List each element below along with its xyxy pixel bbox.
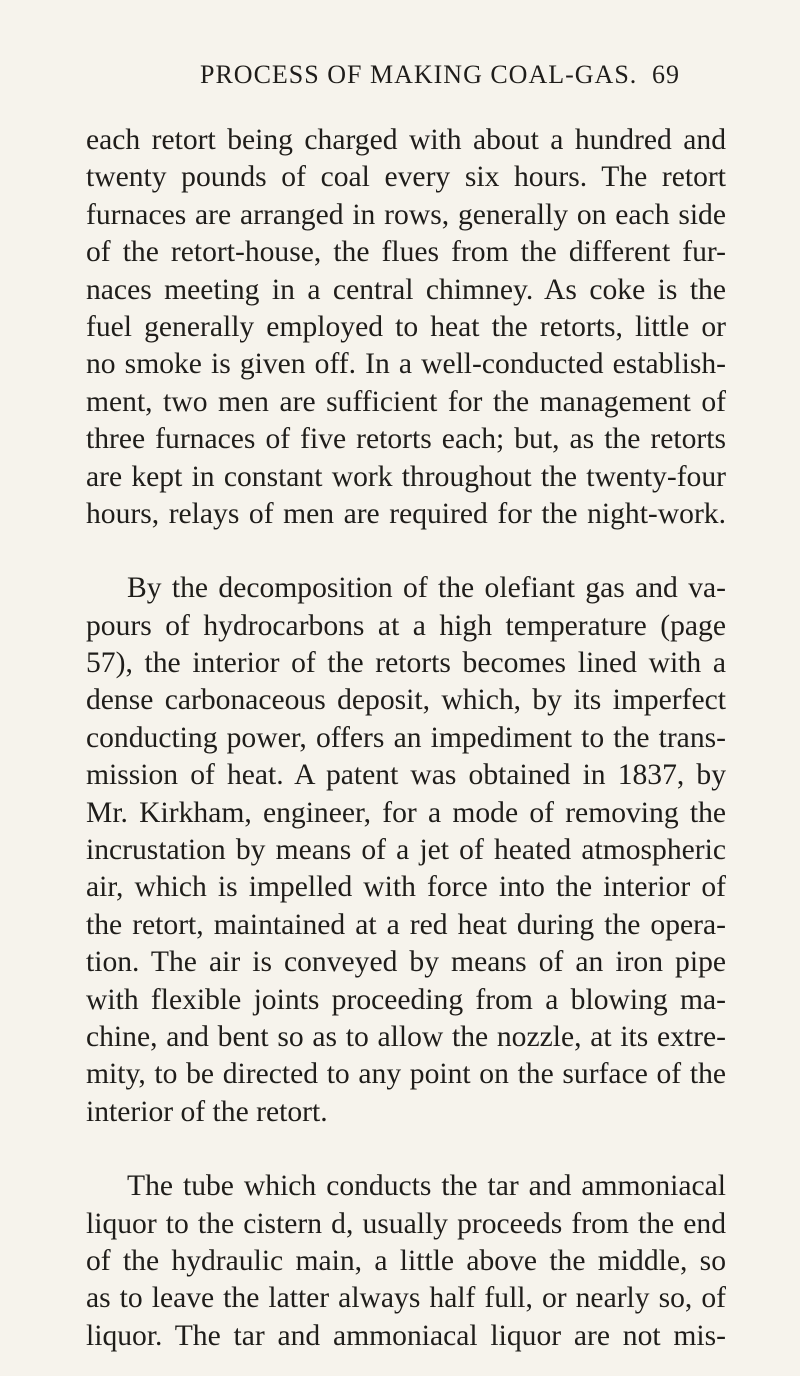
text-line: liquor. The tar and ammoniacal liquor are not mis- <box>86 1319 726 1352</box>
text-line: each retort being charged with about a hundred and <box>86 124 726 156</box>
text-line: air, which is impelled with force into the interior of <box>86 871 726 904</box>
text-line: are kept in constant work throughout the twenty-four <box>86 460 726 493</box>
text-line: twenty pounds of coal every six hours. The retort <box>86 161 726 194</box>
text-line: mission of heat. A patent was obtained in 1837, by <box>86 759 726 792</box>
paragraph-2 <box>86 570 726 1131</box>
text-line: furnaces are arranged in rows, generally on each side <box>86 198 726 231</box>
text-line: By the decomposition of the olefiant gas and va- <box>127 572 726 605</box>
text-line: ment, two men are sufficient for the management of <box>86 385 726 418</box>
text-line: of the hydraulic main, a little above the middle, so <box>86 1244 726 1277</box>
text-line: The tube which conducts the tar and ammoniacal <box>127 1170 726 1203</box>
paragraph-3 <box>86 1168 726 1355</box>
text-line: 57), the interior of the retorts becomes lined with a <box>86 647 726 680</box>
text-line: as to leave the latter always half full, or nearly so, of <box>86 1282 726 1315</box>
text-line: interior of the retort. <box>86 1095 328 1128</box>
text-line: with flexible joints proceeding from a blowing ma- <box>86 983 726 1016</box>
paragraph-1 <box>86 122 726 533</box>
paragraph-gap <box>86 533 726 570</box>
paragraph-gap <box>86 1131 726 1168</box>
text-line: hours, relays of men are required for the night-work. <box>86 497 726 530</box>
text-line: dense carbonaceous deposit, which, by its imperfect <box>86 684 726 717</box>
text-line: fuel generally employed to heat the retorts, little or <box>86 310 726 343</box>
body-text <box>86 122 726 1355</box>
text-line: liquor to the cistern d, usually proceeds from the end <box>86 1207 726 1240</box>
text-line: conducting power, offers an impediment to the trans- <box>86 721 726 754</box>
text-line: pours of hydrocarbons at a high temperature (page <box>86 609 726 642</box>
text-line: no smoke is given off. In a well-conducted establish- <box>86 348 726 381</box>
text-line: Mr. Kirkham, engineer, for a mode of removing the <box>86 796 726 829</box>
text-line: of the retort-house, the flues from the different fur- <box>86 236 726 269</box>
text-line: tion. The air is conveyed by means of an iron pipe <box>86 946 726 979</box>
text-line: naces meeting in a central chimney. As coke is the <box>86 273 726 306</box>
text-line: the retort, maintained at a red heat during the opera- <box>86 908 726 941</box>
text-line: mity, to be directed to any point on the surface of the <box>86 1058 726 1091</box>
page-number: 69 <box>652 60 680 89</box>
running-head-title: PROCESS OF MAKING COAL-GAS. <box>200 60 638 89</box>
text-line: three furnaces of five retorts each; but, as the retorts <box>86 423 726 456</box>
text-line: incrustation by means of a jet of heated atmospheric <box>86 834 726 867</box>
text-line: chine, and bent so as to allow the nozzle, at its extre- <box>86 1020 726 1053</box>
